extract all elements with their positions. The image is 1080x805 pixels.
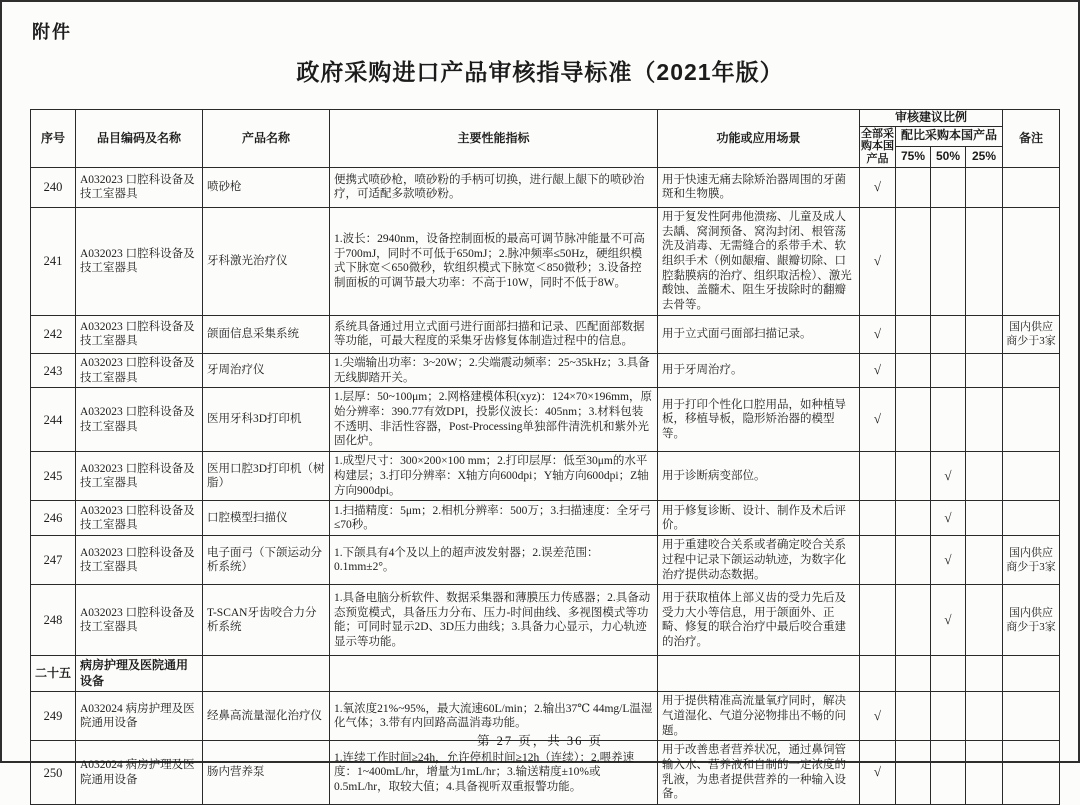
cell-performance-specs: 1.连续工作时间≥24h，允许停机时间≥12h（连续）；2.喂养速度：1~400mL/hr，增量为1mL/hr；3.输送精度±10%或0.5mL/hr，取较大值；4.具备视听双重报警功能。 bbox=[330, 741, 658, 805]
cell-performance-specs bbox=[330, 656, 658, 692]
cell-check-50: √ bbox=[931, 585, 966, 656]
column-header-serial: 序号 bbox=[31, 110, 76, 168]
cell-check-25 bbox=[966, 207, 1003, 315]
cell-remark bbox=[1003, 501, 1060, 536]
cell-remark: 国内供应商少于3家 bbox=[1003, 585, 1060, 656]
column-header-product-name: 产品名称 bbox=[203, 110, 330, 168]
cell-check-all-domestic: √ bbox=[860, 353, 896, 387]
cell-remark bbox=[1003, 388, 1060, 452]
cell-check-all-domestic: √ bbox=[860, 315, 896, 353]
cell-serial-number: 二十五 bbox=[31, 656, 76, 692]
cell-function-scenario: 用于修复诊断、设计、制作及术后评价。 bbox=[658, 501, 860, 536]
cell-performance-specs: 1.具备电脑分析软件、数据采集器和薄膜压力传感器；2.具备动态预览模式，具备压力分布、压力-时间曲线、多视图模式等功能；可同时显示2D、3D压力曲线；3.具备力心显示，力心轨迹显示等功能。 bbox=[330, 585, 658, 656]
cell-serial-number: 250 bbox=[31, 741, 76, 805]
cell-check-75 bbox=[896, 388, 931, 452]
cell-product-name: 肠内营养泵 bbox=[203, 741, 330, 805]
cell-function-scenario: 用于打印个性化口腔用品，如种植导板，移植导板，隐形矫治器的模型等。 bbox=[658, 388, 860, 452]
cell-check-25 bbox=[966, 353, 1003, 387]
cell-check-50 bbox=[931, 315, 966, 353]
cell-serial-number: 247 bbox=[31, 536, 76, 585]
cell-serial-number: 249 bbox=[31, 692, 76, 741]
column-header-item-code: 品目编码及名称 bbox=[76, 110, 203, 168]
cell-serial-number: 241 bbox=[31, 207, 76, 315]
table-row bbox=[31, 741, 1060, 805]
table-row bbox=[31, 501, 1060, 536]
cell-check-25 bbox=[966, 167, 1003, 207]
cell-check-25 bbox=[966, 501, 1003, 536]
column-header-all-domestic: 全部采购本国产品 bbox=[860, 126, 896, 167]
cell-performance-specs: 1.波长：2940nm，设备控制面板的最高可调节脉冲能量不可高于700mJ，同时不可低于650mJ；2.脉冲频率≤50Hz，硬组织模式下脉宽＜650微秒，软组织模式下脉宽＜850微秒；3.设备控制面板的可调节最大功率：不高于10W，同时不低于8W。 bbox=[330, 207, 658, 315]
cell-remark bbox=[1003, 207, 1060, 315]
cell-check-all-domestic bbox=[860, 656, 896, 692]
cell-remark bbox=[1003, 167, 1060, 207]
cell-serial-number: 243 bbox=[31, 353, 76, 387]
cell-serial-number: 244 bbox=[31, 388, 76, 452]
cell-check-all-domestic bbox=[860, 501, 896, 536]
column-header-remark: 备注 bbox=[1003, 110, 1060, 168]
cell-check-75 bbox=[896, 585, 931, 656]
cell-performance-specs: 1.层厚：50~100μm；2.网格建模体积(xyz)：124×70×196mm，原始分辨率：390.77有效DPI，投影仪波长：405nm；3.材料包装不透明、非活性容器，Post-Processing单独部件清洗机和紫外光固化炉。 bbox=[330, 388, 658, 452]
cell-check-all-domestic: √ bbox=[860, 207, 896, 315]
cell-function-scenario: 用于快速无痛去除矫治器周围的牙菌斑和生物膜。 bbox=[658, 167, 860, 207]
cell-product-name bbox=[203, 656, 330, 692]
cell-remark: 国内供应商少于3家 bbox=[1003, 315, 1060, 353]
table-row bbox=[31, 315, 1060, 353]
cell-check-25 bbox=[966, 585, 1003, 656]
cell-function-scenario: 用于改善患者营养状况，通过鼻饲管输入水、营养液和自制的一定浓度的乳液，为患者提供营养的一种输入设备。 bbox=[658, 741, 860, 805]
cell-product-name: 牙科激光治疗仪 bbox=[203, 207, 330, 315]
cell-check-75 bbox=[896, 656, 931, 692]
cell-product-name: 口腔模型扫描仪 bbox=[203, 501, 330, 536]
cell-product-name: 电子面弓（下颌运动分析系统） bbox=[203, 536, 330, 585]
cell-item-code-name: A032023 口腔科设备及技工室器具 bbox=[76, 388, 203, 452]
cell-check-75 bbox=[896, 207, 931, 315]
cell-check-50: √ bbox=[931, 452, 966, 501]
cell-check-50 bbox=[931, 167, 966, 207]
cell-item-code-name: A032023 口腔科设备及技工室器具 bbox=[76, 167, 203, 207]
cell-check-all-domestic: √ bbox=[860, 741, 896, 805]
cell-item-code-name: A032023 口腔科设备及技工室器具 bbox=[76, 207, 203, 315]
cell-check-50 bbox=[931, 388, 966, 452]
cell-check-75 bbox=[896, 452, 931, 501]
cell-item-code-name: 病房护理及医院通用设备 bbox=[76, 656, 203, 692]
table-row bbox=[31, 585, 1060, 656]
cell-check-75 bbox=[896, 501, 931, 536]
cell-performance-specs: 1.成型尺寸：300×200×100 mm；2.打印层厚：低至30μm的水平构建层；3.打印分辨率：X轴方向600dpi；Y轴方向600dpi；Z轴方向900dpi。 bbox=[330, 452, 658, 501]
cell-product-name: T-SCAN牙齿咬合力分析系统 bbox=[203, 585, 330, 656]
cell-product-name: 医用口腔3D打印机（树脂） bbox=[203, 452, 330, 501]
cell-check-25 bbox=[966, 315, 1003, 353]
table-row bbox=[31, 353, 1060, 387]
cell-check-50: √ bbox=[931, 501, 966, 536]
cell-remark bbox=[1003, 741, 1060, 805]
cell-check-50: √ bbox=[931, 536, 966, 585]
cell-check-25 bbox=[966, 452, 1003, 501]
cell-check-75 bbox=[896, 315, 931, 353]
cell-remark bbox=[1003, 656, 1060, 692]
table-body bbox=[31, 167, 1060, 804]
cell-remark bbox=[1003, 452, 1060, 501]
cell-serial-number: 242 bbox=[31, 315, 76, 353]
cell-check-all-domestic: √ bbox=[860, 692, 896, 741]
cell-check-50 bbox=[931, 207, 966, 315]
cell-item-code-name: A032023 口腔科设备及技工室器具 bbox=[76, 585, 203, 656]
page-footer: 第 27 页，共 36 页 bbox=[476, 734, 603, 748]
column-header-function: 功能或应用场景 bbox=[658, 110, 860, 168]
attachment-label: 附件 bbox=[32, 22, 72, 42]
cell-performance-specs: 便携式喷砂枪，喷砂粉的手柄可切换，进行龈上龈下的喷砂治疗，可适配多款喷砂粉。 bbox=[330, 167, 658, 207]
cell-product-name: 医用牙科3D打印机 bbox=[203, 388, 330, 452]
column-header-50: 50% bbox=[931, 146, 966, 167]
table-row bbox=[31, 167, 1060, 207]
cell-performance-specs: 系统具备通过用立式面弓进行面部扫描和记录、匹配面部数据等功能，可最大程度的采集牙齿修复体制造过程中的信息。 bbox=[330, 315, 658, 353]
cell-item-code-name: A032023 口腔科设备及技工室器具 bbox=[76, 536, 203, 585]
cell-check-75 bbox=[896, 353, 931, 387]
cell-performance-specs: 1.下颌具有4个及以上的超声波发射器；2.误差范围：0.1mm±2°。 bbox=[330, 536, 658, 585]
cell-product-name: 喷砂枪 bbox=[203, 167, 330, 207]
table-header bbox=[31, 110, 1060, 168]
cell-item-code-name: A032023 口腔科设备及技工室器具 bbox=[76, 501, 203, 536]
cell-serial-number: 248 bbox=[31, 585, 76, 656]
table-row bbox=[31, 207, 1060, 315]
column-header-25: 25% bbox=[966, 146, 1003, 167]
cell-check-25 bbox=[966, 741, 1003, 805]
cell-check-75 bbox=[896, 167, 931, 207]
cell-performance-specs: 1.尖端输出功率：3~20W；2.尖端震动频率：25~35kHz；3.具备无线脚踏开关。 bbox=[330, 353, 658, 387]
cell-function-scenario: 用于获取植体上部义齿的受力先后及受力大小等信息，用于颌面外、正畸、修复的联合治疗中最后咬合重建的治疗。 bbox=[658, 585, 860, 656]
cell-check-50 bbox=[931, 741, 966, 805]
table-row bbox=[31, 536, 1060, 585]
cell-check-50 bbox=[931, 656, 966, 692]
cell-function-scenario: 用于重建咬合关系或者确定咬合关系过程中记录下颌运动轨迹，为数字化治疗提供动态数据。 bbox=[658, 536, 860, 585]
cell-check-50 bbox=[931, 353, 966, 387]
cell-item-code-name: A032023 口腔科设备及技工室器具 bbox=[76, 452, 203, 501]
column-header-75: 75% bbox=[896, 146, 931, 167]
cell-remark bbox=[1003, 353, 1060, 387]
cell-performance-specs: 1.扫描精度：5μm；2.相机分辨率：500万；3.扫描速度：全牙弓≤70秒。 bbox=[330, 501, 658, 536]
cell-serial-number: 245 bbox=[31, 452, 76, 501]
cell-function-scenario: 用于牙周治疗。 bbox=[658, 353, 860, 387]
page-title: 政府采购进口产品审核指导标准（2021年版） bbox=[296, 59, 784, 85]
cell-product-name: 经鼻高流量湿化治疗仪 bbox=[203, 692, 330, 741]
standards-table bbox=[30, 109, 1060, 805]
cell-serial-number: 246 bbox=[31, 501, 76, 536]
cell-check-25 bbox=[966, 536, 1003, 585]
cell-performance-specs: 1.氧浓度21%~95%，最大流速60L/min；2.输出37℃ 44mg/L温湿化气体；3.带有内回路高温消毒功能。 bbox=[330, 692, 658, 741]
cell-check-all-domestic bbox=[860, 536, 896, 585]
cell-check-25 bbox=[966, 388, 1003, 452]
cell-function-scenario: 用于提供精准高流量氧疗同时，解决气道湿化、气道分泌物排出不畅的问题。 bbox=[658, 692, 860, 741]
cell-item-code-name: A032024 病房护理及医院通用设备 bbox=[76, 741, 203, 805]
cell-product-name: 颌面信息采集系统 bbox=[203, 315, 330, 353]
cell-item-code-name: A032023 口腔科设备及技工室器具 bbox=[76, 353, 203, 387]
table-row bbox=[31, 656, 1060, 692]
cell-product-name: 牙周治疗仪 bbox=[203, 353, 330, 387]
cell-check-all-domestic: √ bbox=[860, 388, 896, 452]
cell-item-code-name: A032024 病房护理及医院通用设备 bbox=[76, 692, 203, 741]
column-header-partial-domestic: 配比采购本国产品 bbox=[896, 126, 1003, 146]
cell-serial-number: 240 bbox=[31, 167, 76, 207]
cell-check-all-domestic bbox=[860, 585, 896, 656]
cell-check-all-domestic bbox=[860, 452, 896, 501]
cell-check-75 bbox=[896, 741, 931, 805]
cell-check-25 bbox=[966, 656, 1003, 692]
cell-item-code-name: A032023 口腔科设备及技工室器具 bbox=[76, 315, 203, 353]
cell-check-all-domestic: √ bbox=[860, 167, 896, 207]
column-header-specs: 主要性能指标 bbox=[330, 110, 658, 168]
table-row bbox=[31, 452, 1060, 501]
cell-function-scenario bbox=[658, 656, 860, 692]
cell-check-75 bbox=[896, 536, 931, 585]
cell-function-scenario: 用于复发性阿弗他溃疡、儿童及成人去龋、窝洞预备、窝沟封闭、根管荡洗及消毒、无需缝合的系带手术、软组织手术（例如龈瘤、龈瓣切除、口腔黏膜病的治疗、组织取活检）、激光酸蚀、盖髓术、阻生牙拔除时的翻瓣去骨等。 bbox=[658, 207, 860, 315]
cell-function-scenario: 用于立式面弓面部扫描记录。 bbox=[658, 315, 860, 353]
cell-function-scenario: 用于诊断病变部位。 bbox=[658, 452, 860, 501]
cell-remark: 国内供应商少于3家 bbox=[1003, 536, 1060, 585]
column-header-review-ratio: 审核建议比例 bbox=[860, 110, 1003, 127]
table-row bbox=[31, 388, 1060, 452]
